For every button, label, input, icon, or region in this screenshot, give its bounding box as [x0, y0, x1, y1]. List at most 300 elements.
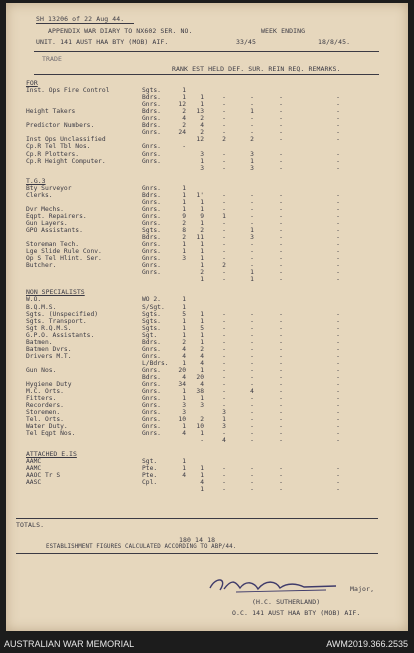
held-cell: 2 [200, 227, 204, 234]
reinforcement-cell: - [279, 317, 283, 325]
remarks-cell: - [336, 464, 340, 472]
establishment-cell: 1 [182, 423, 186, 431]
reinforcement-cell: - [279, 219, 283, 227]
surplus-cell: 1 [250, 276, 254, 284]
remarks-cell: - [336, 276, 340, 284]
trade-cell: AASC [26, 478, 42, 486]
table-row [6, 346, 408, 353]
table-row [6, 339, 408, 346]
table-row [6, 143, 408, 150]
remarks-cell: - [336, 94, 340, 102]
table-row [6, 165, 408, 172]
rank-cell: Sgt. [142, 331, 158, 339]
deficiency-cell: 3 [222, 423, 226, 431]
held-cell: 1 [200, 241, 204, 249]
week-ending-label: WEEK ENDING [261, 27, 306, 35]
table-row [6, 262, 408, 269]
establishment-cell: 1 [182, 184, 186, 192]
trade-cell: Batmen Dvrs. [26, 345, 72, 353]
table-row [6, 108, 408, 115]
table-row [6, 437, 408, 444]
held-cell: 20 [196, 374, 204, 381]
surplus-cell: - [250, 464, 254, 472]
reinforcement-cell: - [279, 437, 283, 445]
establishment-cell: 34 [178, 381, 186, 389]
trade-cell: Predictor Numbers. [26, 122, 95, 130]
remarks-cell: - [336, 241, 340, 249]
remarks-cell: - [336, 205, 340, 213]
table-row [6, 115, 408, 122]
trade-cell: Sgt R.Q.M.S. [26, 324, 72, 332]
section-heading: FOR [26, 79, 38, 87]
held-cell: 2 [200, 345, 204, 353]
rank-cell: Bdrs. [142, 122, 161, 130]
reinforcement-cell: - [279, 212, 283, 220]
held-cell: 4 [200, 478, 204, 486]
held-cell: 1 [200, 262, 204, 270]
deficiency-cell: - [222, 374, 226, 381]
held-cell: 1 [200, 366, 204, 374]
trade-cell: Gun Nos. [26, 366, 57, 374]
rank-cell: Gnrs. [142, 205, 161, 213]
remarks-cell: - [336, 191, 340, 199]
surplus-cell: 3 [250, 150, 254, 158]
reinforcement-cell: - [279, 485, 283, 493]
held-cell: 9 [200, 212, 204, 220]
rank-cell: Gnrs. [142, 101, 161, 109]
trade-cell: Op S Tel Hlint. Ser. [26, 255, 102, 263]
establishment-cell: 1 [182, 87, 186, 95]
deficiency-cell: - [222, 388, 226, 396]
held-cell: 1 [200, 471, 204, 479]
remarks-cell: - [336, 262, 340, 270]
rank-cell: Gnrs. [142, 269, 161, 277]
deficiency-cell: - [222, 191, 226, 199]
establishment-cell: - [182, 143, 186, 151]
reinforcement-cell: - [279, 310, 283, 318]
trade-cell: B.Q.M.S. [26, 303, 57, 311]
reinforcement-cell: - [279, 478, 283, 486]
surplus-cell: - [250, 94, 254, 102]
reinforcement-cell: - [279, 395, 283, 403]
rank-cell: Gnrs. [142, 219, 161, 227]
table-row [6, 296, 408, 303]
rank-cell: Bdrs. [142, 374, 161, 381]
held-cell: 1 [200, 248, 204, 256]
trade-cell: AAMC [26, 457, 42, 465]
reinforcement-cell: - [279, 374, 283, 381]
signatory-title: O.C. 141 AUST HAA BTY (MOB) AIF. [232, 609, 361, 617]
rank-cell: Gnrs. [142, 150, 161, 158]
remarks-cell: - [336, 471, 340, 479]
rank-cell: Sgts. [142, 324, 161, 332]
remarks-cell: - [336, 388, 340, 396]
rank-cell: Gnrs. [142, 143, 161, 151]
held-cell: 1 [200, 338, 204, 346]
rank-cell: Gnrs. [142, 115, 161, 123]
remarks-cell: - [336, 198, 340, 206]
table-row [6, 122, 408, 129]
trade-cell: Cp.R Height Computer. [26, 157, 106, 165]
table-row [6, 269, 408, 276]
rank-cell: S/Sgt. [142, 303, 165, 311]
week-ending-date: 18/8/45. [318, 38, 351, 46]
reference-underline [36, 23, 134, 24]
establishment-cell: 4 [182, 374, 186, 381]
reinforcement-cell: - [279, 381, 283, 389]
remarks-cell: - [336, 227, 340, 234]
rank-cell: Gnrs. [142, 381, 161, 389]
serial-number: 33/45 [236, 38, 257, 46]
held-cell: 1 [200, 485, 204, 493]
table-row [6, 402, 408, 409]
deficiency-cell: 4 [222, 437, 226, 445]
deficiency-cell: - [222, 122, 226, 130]
trade-cell: Recorders. [26, 402, 64, 410]
table-row [6, 158, 408, 165]
deficiency-cell: - [222, 345, 226, 353]
establishment-cell: 1 [182, 198, 186, 206]
deficiency-cell: - [222, 219, 226, 227]
trade-cell: Fitters. [26, 395, 57, 403]
rank-cell: Cpl. [142, 478, 158, 486]
surplus-cell: - [250, 310, 254, 318]
establishment-cell: 1 [182, 317, 186, 325]
deficiency-cell: - [222, 241, 226, 249]
rank-cell: Gnrs. [142, 262, 161, 270]
header-rule-bottom [34, 74, 379, 75]
surplus-cell: - [250, 198, 254, 206]
trade-cell: Bty Surveyor [26, 184, 72, 192]
establishment-cell: 4 [182, 345, 186, 353]
held-cell: 38 [196, 388, 204, 396]
section-heading: T.G.3 [26, 176, 46, 185]
remarks-cell: - [336, 395, 340, 403]
totals-rule [16, 518, 378, 519]
deficiency-cell: - [222, 255, 226, 263]
reinforcement-cell: - [279, 198, 283, 206]
reinforcement-cell: - [279, 248, 283, 256]
table-row [6, 353, 408, 360]
held-cell: - [200, 437, 204, 445]
signatory-name: (H.C. SUTHERLAND) [252, 598, 321, 606]
surplus-cell: - [250, 101, 254, 109]
reinforcement-cell: - [279, 276, 283, 284]
surplus-cell: - [250, 416, 254, 424]
deficiency-cell: 2 [222, 262, 226, 270]
held-cell: 1 [200, 198, 204, 206]
deficiency-cell: - [222, 331, 226, 339]
document-reference: SH 13206 of 22 Aug 44. [36, 15, 125, 23]
trade-cell: Inst. Ops Fire Control [26, 87, 110, 95]
establishment-cell: 1 [182, 388, 186, 396]
section-heading: ATTACHED E.IS [26, 449, 77, 458]
trade-cell: Water Duty. [26, 423, 68, 431]
deficiency-cell: - [222, 227, 226, 234]
table-row [6, 276, 408, 283]
deficiency-cell: - [222, 359, 226, 367]
held-cell: 4 [200, 122, 204, 130]
table-row [6, 87, 408, 94]
establishment-note: ESTABLISHMENT FIGURES CALCULATED ACCORDING TO ABP/44. [46, 544, 237, 550]
deficiency-cell: - [222, 115, 226, 123]
remarks-cell: - [336, 115, 340, 123]
trade-cell: Storemen. [26, 409, 61, 417]
held-cell: 3 [200, 150, 204, 158]
held-cell: 1 [200, 464, 204, 472]
held-cell: 3 [200, 402, 204, 410]
held-cell: 2 [200, 416, 204, 424]
surplus-cell: - [250, 437, 254, 445]
deficiency-cell: - [222, 395, 226, 403]
establishment-cell: 1 [182, 191, 186, 199]
reinforcement-cell: - [279, 129, 283, 137]
reinforcement-cell: - [279, 227, 283, 234]
rank-cell: Pte. [142, 471, 158, 479]
totals-figures: 180 14 18 [179, 536, 216, 544]
archive-name: AUSTRALIAN WAR MEMORIAL [4, 639, 135, 649]
remarks-cell: - [336, 108, 340, 116]
reinforcement-cell: - [279, 430, 283, 438]
remarks-cell: - [336, 157, 340, 165]
surplus-cell: - [250, 430, 254, 438]
reinforcement-cell: - [279, 423, 283, 431]
table-row [6, 206, 408, 213]
table-row [6, 248, 408, 255]
rank-cell: Gnrs. [142, 352, 161, 360]
surplus-cell: - [250, 345, 254, 353]
table-row [6, 465, 408, 472]
establishment-cell: 1 [182, 241, 186, 249]
deficiency-cell: - [222, 198, 226, 206]
establishment-cell: 4 [182, 471, 186, 479]
table-row [6, 311, 408, 318]
remarks-cell: - [336, 255, 340, 263]
trade-cell: Storeman Tech. [26, 241, 80, 249]
rank-cell: Bdrs. [142, 94, 161, 102]
table-row [6, 430, 408, 437]
remarks-cell: - [336, 430, 340, 438]
trade-cell: GPO Assistants. [26, 227, 83, 234]
rank-cell: Gnrs. [142, 395, 161, 403]
rank-cell: Gnrs. [142, 388, 161, 396]
table-row [6, 101, 408, 108]
establishment-cell: 12 [178, 101, 186, 109]
establishment-cell: 8 [182, 227, 186, 234]
table-row [6, 234, 408, 241]
held-cell: 5 [200, 324, 204, 332]
surplus-cell: - [250, 255, 254, 263]
trade-cell: Sgts. Transport. [26, 317, 87, 325]
deficiency-cell: - [222, 94, 226, 102]
table-row [6, 255, 408, 262]
trade-cell: Height Takers [26, 108, 76, 116]
remarks-cell: - [336, 381, 340, 389]
trade-cell: Butcher. [26, 262, 57, 270]
remarks-cell: - [336, 374, 340, 381]
reinforcement-cell: - [279, 262, 283, 270]
surplus-cell: - [250, 478, 254, 486]
held-cell: 1 [200, 157, 204, 165]
held-cell: 3 [200, 164, 204, 172]
establishment-cell: 2 [182, 234, 186, 242]
trade-cell: Sgts. (Unspecified) [26, 310, 99, 318]
signatory-rank: Major, [350, 585, 375, 593]
table-row [6, 151, 408, 158]
table-row [6, 381, 408, 388]
deficiency-cell: - [222, 248, 226, 256]
remarks-cell: - [336, 366, 340, 374]
remarks-cell: - [336, 129, 340, 137]
held-cell: 1 [200, 317, 204, 325]
held-cell: 1 [200, 94, 204, 102]
rank-cell: WO 2. [142, 296, 161, 304]
held-cell: 4 [200, 381, 204, 389]
rank-cell: Gnrs. [142, 366, 161, 374]
reinforcement-cell: - [279, 402, 283, 410]
held-cell: 4 [200, 359, 204, 367]
trade-cell: G.P.O. Assistants. [26, 331, 95, 339]
rank-cell: Bdrs. [142, 191, 161, 199]
remarks-cell: - [336, 317, 340, 325]
establishment-cell: 2 [182, 108, 186, 116]
surplus-cell: - [250, 423, 254, 431]
held-cell: 13 [196, 108, 204, 116]
table-row [6, 360, 408, 367]
rank-cell: L/Bdrs. [142, 359, 169, 367]
table-row [6, 136, 408, 143]
establishment-cell: 1 [182, 331, 186, 339]
reinforcement-cell: - [279, 366, 283, 374]
reinforcement-cell: - [279, 115, 283, 123]
table-row [6, 458, 408, 465]
rank-cell: Sgts. [142, 310, 161, 318]
deficiency-cell: - [222, 129, 226, 137]
deficiency-cell: 3 [222, 409, 226, 417]
table-row [6, 94, 408, 101]
reinforcement-cell: - [279, 241, 283, 249]
reinforcement-cell: - [279, 191, 283, 199]
remarks-cell: - [336, 122, 340, 130]
establishment-cell: 1 [182, 303, 186, 311]
reinforcement-cell: - [279, 359, 283, 367]
remarks-cell: - [336, 478, 340, 486]
trade-cell: Tel Eqpt Nos. [26, 430, 76, 438]
table-row [6, 325, 408, 332]
deficiency-cell: 1 [222, 212, 226, 220]
table-row [6, 304, 408, 311]
table-row [6, 416, 408, 423]
surplus-cell: - [250, 395, 254, 403]
reinforcement-cell: - [279, 94, 283, 102]
surplus-cell: - [250, 331, 254, 339]
reinforcement-cell: - [279, 409, 283, 417]
establishment-cell: 4 [182, 115, 186, 123]
trade-cell: Hygiene Duty [26, 381, 72, 389]
deficiency-cell: - [222, 471, 226, 479]
trade-cell: AAMC [26, 464, 42, 472]
establishment-cell: 5 [182, 310, 186, 318]
rank-cell: Gnrs. [142, 409, 161, 417]
surplus-cell: - [250, 338, 254, 346]
surplus-cell: - [250, 381, 254, 389]
deficiency-cell: - [222, 269, 226, 277]
rank-cell: Bdrs. [142, 234, 161, 242]
establishment-cell: 20 [178, 366, 186, 374]
rank-cell: Sgts. [142, 317, 161, 325]
trade-cell: Dvr Mechs. [26, 205, 64, 213]
deficiency-cell: - [222, 478, 226, 486]
surplus-cell: - [250, 366, 254, 374]
table-row [6, 185, 408, 192]
surplus-cell: - [250, 485, 254, 493]
deficiency-cell: - [222, 317, 226, 325]
surplus-cell: - [250, 359, 254, 367]
deficiency-cell: 2 [222, 136, 226, 144]
surplus-cell: - [250, 122, 254, 130]
table-row [6, 395, 408, 402]
establishment-cell: 3 [182, 255, 186, 263]
reinforcement-cell: - [279, 331, 283, 339]
establishment-cell: 2 [182, 338, 186, 346]
trade-cell: AAOC Tr S [26, 471, 61, 479]
rank-cell: Bdrs. [142, 338, 161, 346]
remarks-cell: - [336, 409, 340, 417]
held-cell: 10 [196, 423, 204, 431]
table-row [6, 213, 408, 220]
surplus-cell: - [250, 352, 254, 360]
rank-cell: Sgt. [142, 457, 158, 465]
establishment-cell: 3 [182, 409, 186, 417]
remarks-cell: - [336, 269, 340, 277]
deficiency-cell: - [222, 164, 226, 172]
document-page [6, 3, 408, 631]
header-rule-top [34, 51, 379, 52]
trade-cell: Drivers M.T. [26, 352, 72, 360]
surplus-cell: - [250, 248, 254, 256]
rank-cell: Pte. [142, 464, 158, 472]
held-cell: 11 [196, 234, 204, 242]
remarks-cell: - [336, 423, 340, 431]
remarks-cell: - [336, 310, 340, 318]
establishment-cell: 2 [182, 122, 186, 130]
trade-column-header: TRADE [42, 55, 63, 63]
totals-label: TOTALS. [16, 521, 45, 529]
table-row [6, 332, 408, 339]
deficiency-cell: - [222, 276, 226, 284]
remarks-cell: - [336, 402, 340, 410]
deficiency-cell: - [222, 324, 226, 332]
remarks-cell: - [336, 345, 340, 353]
remarks-cell: - [336, 359, 340, 367]
held-cell: 1 [200, 101, 204, 109]
establishment-cell: 4 [182, 352, 186, 360]
surplus-cell: - [250, 374, 254, 381]
surplus-cell: 4 [250, 388, 254, 396]
rank-cell: Gnrs. [142, 198, 161, 206]
trade-cell: Cp.R Plotters. [26, 150, 80, 158]
held-cell: 1 [200, 276, 204, 284]
surplus-cell: - [250, 241, 254, 249]
table-row [6, 388, 408, 395]
rank-cell: Gnrs. [142, 241, 161, 249]
reinforcement-cell: - [279, 345, 283, 353]
establishment-cell: 1 [182, 248, 186, 256]
trade-cell: Lge Slide Rule Conv. [26, 248, 102, 256]
surplus-cell: 3 [250, 234, 254, 242]
remarks-cell: - [336, 150, 340, 158]
deficiency-cell: - [222, 485, 226, 493]
